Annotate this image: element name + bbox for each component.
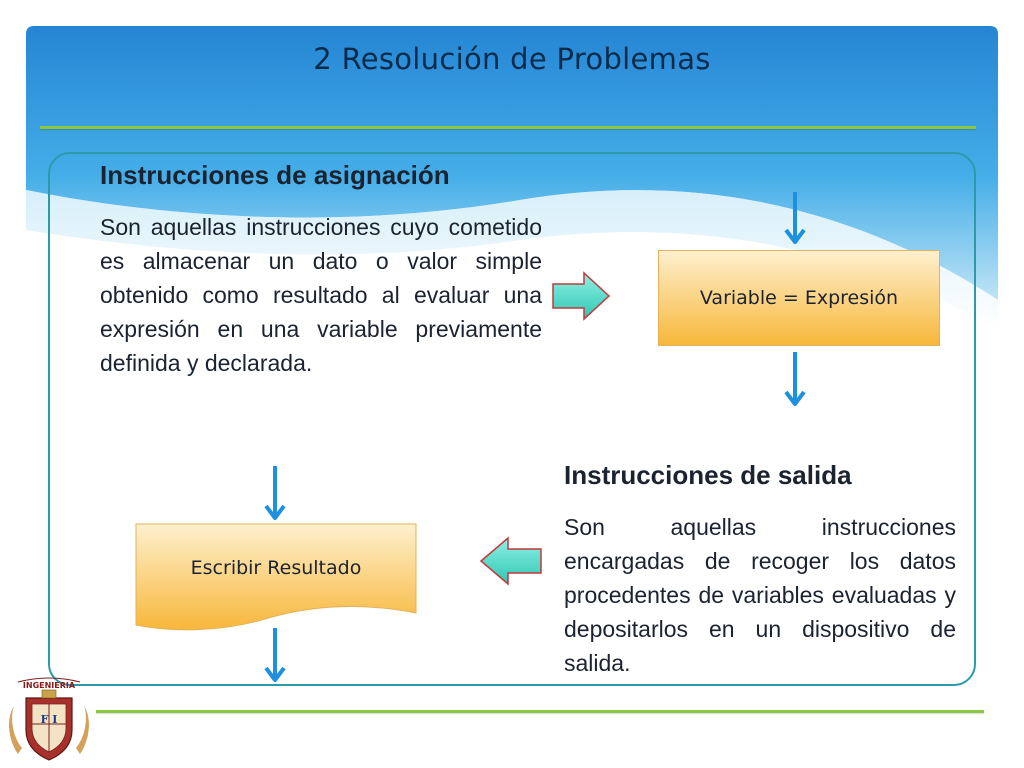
assignment-heading: Instrucciones de asignación: [100, 160, 450, 190]
engineering-faculty-logo: [8, 676, 90, 766]
top-divider: [40, 126, 976, 129]
assignment-process-label: Variable = Expresión: [699, 287, 899, 309]
logo-letters: F I: [40, 713, 58, 726]
assignment-process-box: [658, 250, 940, 346]
assignment-description: Son aquellas instrucciones cuyo cometido es almacenar un dato o valor simple obtenido como resultado al evaluar una expresión en una variable previamente definida y declarada.: [100, 214, 542, 376]
logo-text: INGENIERIA: [22, 681, 76, 690]
down-arrow-icon: [784, 350, 806, 408]
output-description: Son aquellas instrucciones encargadas de recoger los datos procedentes de variables evaluadas y depositarlos en un dispositivo de salida.: [564, 514, 956, 676]
right-block-arrow-icon: [550, 270, 612, 322]
slide-title: 2 Resolución de Problemas: [313, 42, 711, 76]
output-document-label: Escribir Resultado: [190, 557, 362, 579]
down-arrow-icon: [264, 464, 286, 522]
down-arrow-icon: [264, 626, 286, 684]
output-heading: Instrucciones de salida: [564, 460, 852, 490]
bottom-divider: [96, 710, 984, 713]
left-block-arrow-icon: [478, 535, 544, 587]
down-arrow-icon: [784, 190, 806, 246]
